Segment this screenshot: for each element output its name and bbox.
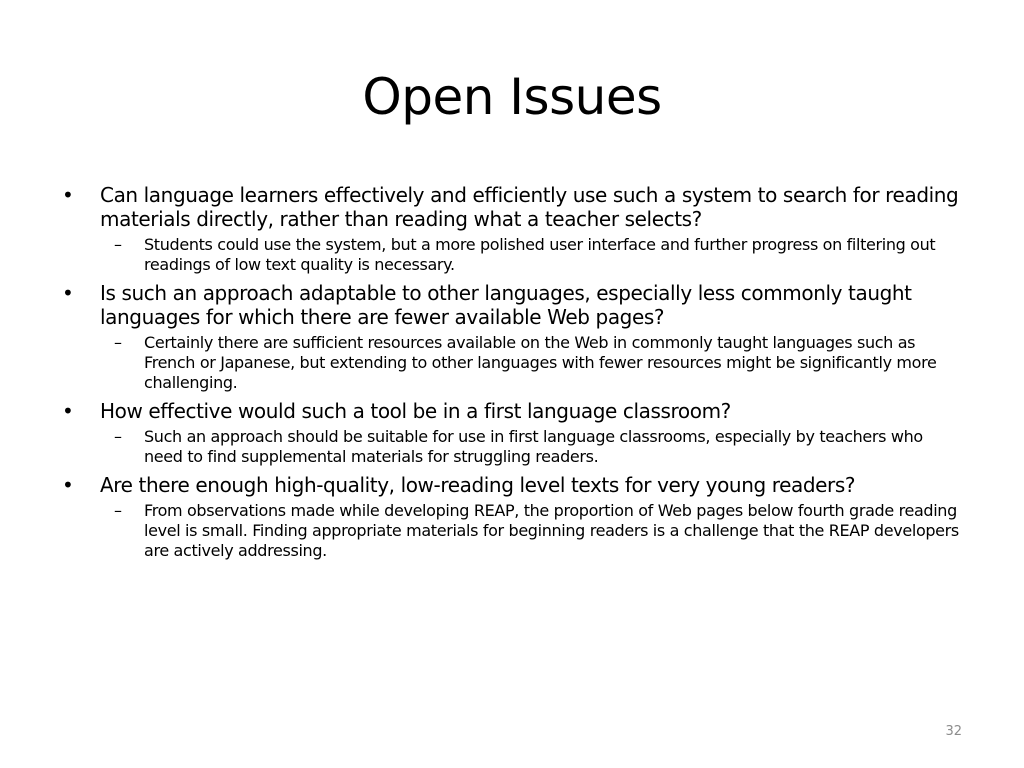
sub-bullet-item [58,501,963,561]
bullet-text: Are there enough high-quality, low-reading level texts for very young readers? [100,473,856,497]
page-number: 32 [945,724,962,739]
sub-bullet-text: From observations made while developing REAP, the proportion of Web pages below fourth grade reading level is small. Finding appropriate materials for beginning readers is a challenge that the REAP developers are actively addressing. [144,501,959,560]
dash-icon: – [114,333,122,352]
bullet-icon: • [62,183,74,207]
sub-bullet-text: Such an approach should be suitable for use in first language classrooms, especially by teachers who need to find supplemental materials for struggling readers. [144,427,923,466]
bullet-item [58,183,963,231]
bullet-icon: • [62,473,74,497]
sub-bullet-item [58,333,963,393]
bullet-icon: • [62,399,74,423]
dash-icon: – [114,501,122,520]
sub-bullet-text: Students could use the system, but a more polished user interface and further progress on filtering out readings of low text quality is necessary. [144,235,936,274]
bullet-icon: • [62,281,74,305]
bullet-list [58,183,963,567]
slide-title: Open Issues [362,68,662,126]
bullet-text: Is such an approach adaptable to other languages, especially less commonly taught languages for which there are fewer available Web pages? [100,281,912,329]
sub-bullet-item [58,235,963,275]
sub-bullet-item [58,427,963,467]
bullet-item [58,281,963,329]
dash-icon: – [114,427,122,446]
bullet-text: Can language learners effectively and efficiently use such a system to search for reading materials directly, rather than reading what a teacher selects? [100,183,959,231]
bullet-item [58,399,963,423]
sub-bullet-text: Certainly there are sufficient resources available on the Web in commonly taught languages such as French or Japanese, but extending to other languages with fewer resources might be significantly more challenging. [144,333,937,392]
bullet-item [58,473,963,497]
dash-icon: – [114,235,122,254]
bullet-text: How effective would such a tool be in a first language classroom? [100,399,731,423]
